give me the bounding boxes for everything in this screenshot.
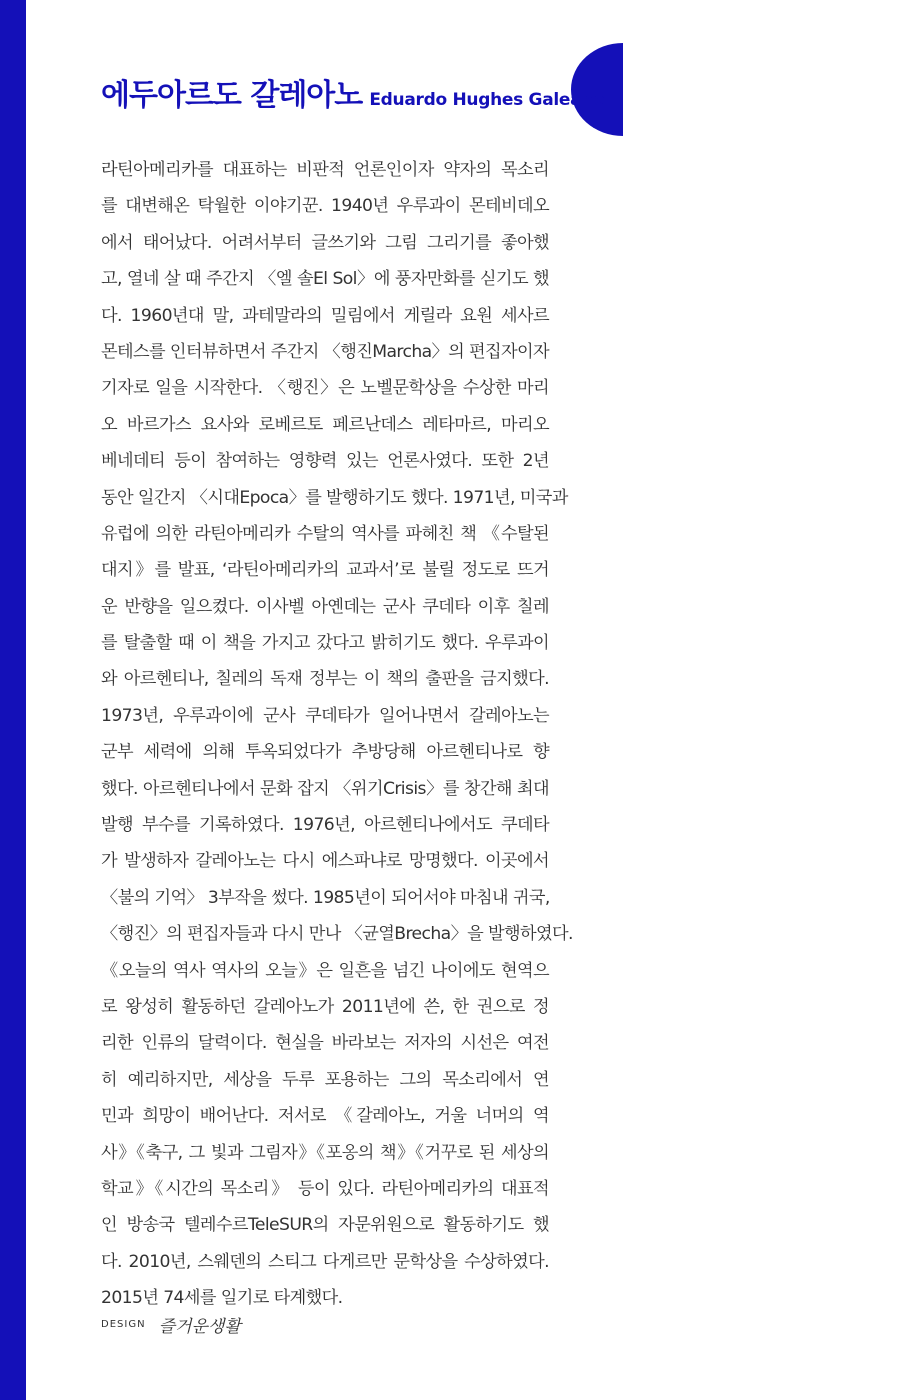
bio-line: 《오늘의 역사 역사의 오늘》은 일흔을 넘긴 나이에도 현역으	[101, 960, 549, 981]
author-title	[101, 70, 604, 114]
bio-line: 몬테스를 인터뷰하면서 주간지 〈행진Marcha〉의 편집자이자	[101, 341, 550, 362]
author-biography	[101, 152, 573, 1317]
author-name-korean: 에두아르도 갈레아노	[101, 78, 363, 113]
bio-line: 동안 일간지 〈시대Epoca〉를 발행하기도 했다. 1971년, 미국과	[101, 487, 568, 508]
bio-line: 1973년, 우루과이에 군사 쿠데타가 일어나면서 갈레아노는	[101, 705, 549, 726]
bio-line: 다. 1960년대 말, 과테말라의 밀림에서 게릴라 요원 세사르	[101, 305, 549, 326]
bio-line: 베네데티 등이 참여하는 영향력 있는 언론사였다. 또한 2년	[101, 451, 549, 472]
bio-line: 라틴아메리카를 대표하는 비판적 언론인이자 약자의 목소리	[101, 160, 549, 180]
bio-line: 와 아르헨티나, 칠레의 독재 정부는 이 책의 출판을 금지했다.	[101, 669, 549, 690]
left-accent-bar	[0, 0, 26, 1400]
bio-line: 로 왕성히 활동하던 갈레아노가 2011년에 쓴, 한 권으로 정	[101, 996, 549, 1017]
bio-line: 를 대변해온 탁월한 이야기꾼. 1940년 우루과이 몬테비데오	[101, 196, 549, 217]
bio-line: 2015년 74세를 일기로 타계했다.	[101, 1288, 343, 1309]
bio-line: 군부 세력에 의해 투옥되었다가 추방당해 아르헨티나로 향	[101, 742, 549, 763]
bio-line: 히 예리하지만, 세상을 두루 포용하는 그의 목소리에서 연	[101, 1069, 549, 1090]
bio-line: 오 바르가스 요사와 로베르토 페르난데스 레타마르, 마리오	[101, 414, 549, 435]
bio-line: 가 발생하자 갈레아노는 다시 에스파냐로 망명했다. 이곳에서	[101, 851, 549, 872]
bio-line: 고, 열네 살 때 주간지 〈엘 솔El Sol〉에 풍자만화를 싣기도 했	[101, 269, 549, 290]
bio-line: 리한 인류의 달력이다. 현실을 바라보는 저자의 시선은 여전	[101, 1033, 549, 1054]
bio-line: 기자로 일을 시작한다. 〈행진〉은 노벨문학상을 수상한 마리	[101, 378, 549, 399]
bio-line: 〈행진〉의 편집자들과 다시 만나 〈균열Brecha〉을 발행하였다.	[101, 924, 573, 945]
bio-line: 운 반향을 일으켰다. 이사벨 아옌데는 군사 쿠데타 이후 칠레	[101, 596, 549, 617]
design-credit-label: DESIGN	[101, 1319, 146, 1330]
bio-line: 사》《축구, 그 빛과 그림자》《포옹의 책》《거꾸로 된 세상의	[101, 1142, 549, 1163]
bio-line: 학교》《시간의 목소리》 등이 있다. 라틴아메리카의 대표적	[101, 1178, 549, 1199]
bio-line: 인 방송국 텔레수르TeleSUR의 자문위원으로 활동하기도 했	[101, 1215, 549, 1236]
bio-line: 대지》를 발표, ‘라틴아메리카의 교과서’로 불릴 정도로 뜨거	[101, 560, 549, 581]
design-studio-logo: 즐거운생활	[158, 1317, 241, 1337]
author-name-english: Eduardo Hughes Galeano	[369, 90, 605, 110]
bio-line: 에서 태어났다. 어려서부터 글쓰기와 그림 그리기를 좋아했	[101, 232, 549, 253]
bio-line: 를 탈출할 때 이 책을 가지고 갔다고 밝히기도 했다. 우루과이	[101, 633, 549, 654]
design-credit	[101, 1312, 241, 1337]
bio-line: 〈불의 기억〉 3부작을 썼다. 1985년이 되어서야 마침내 귀국,	[101, 887, 550, 908]
bio-line: 발행 부수를 기록하였다. 1976년, 아르헨티나에서도 쿠데타	[101, 815, 549, 836]
bio-line: 유럽에 의한 라틴아메리카 수탈의 역사를 파헤친 책 《수탈된	[101, 523, 549, 544]
bio-line: 민과 희망이 배어난다. 저서로 《갈레아노, 거울 너머의 역	[101, 1106, 549, 1127]
bio-line: 다. 2010년, 스웨덴의 스티그 다게르만 문학상을 수상하였다.	[101, 1251, 549, 1272]
bio-line: 했다. 아르헨티나에서 문화 잡지 〈위기Crisis〉를 창간해 최대	[101, 778, 549, 799]
